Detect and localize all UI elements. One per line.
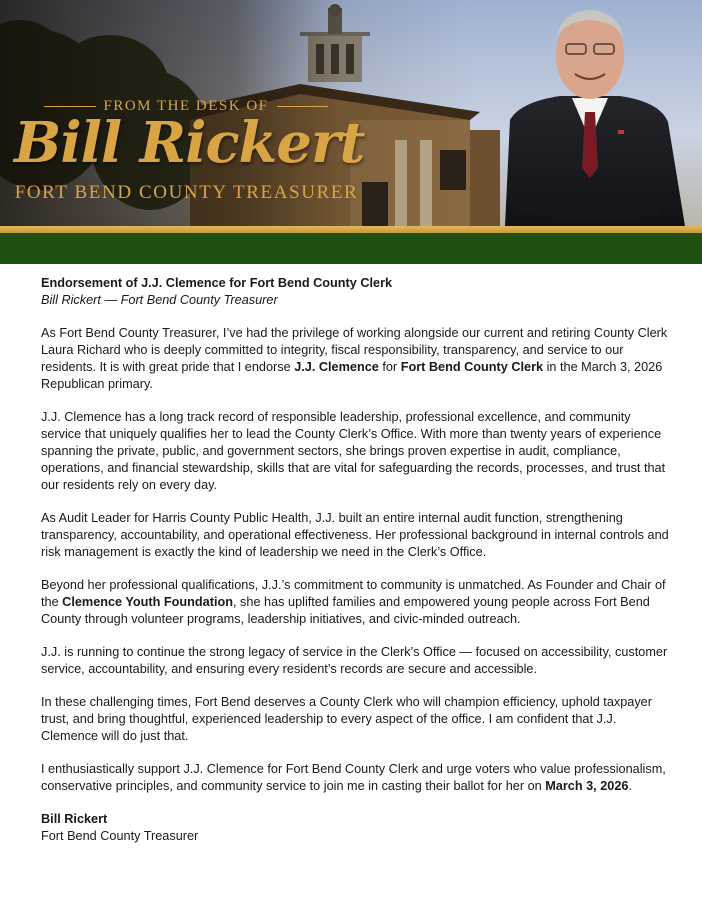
from-desk-text: FROM THE DESK OF — [103, 98, 269, 114]
paragraph-7-text-a: I enthusiastically support J.J. Clemence for Fort Bend County Clerk and urge voters who value professionalism, conservative principles, and community service to join me in casting their ballot for her on — [41, 762, 666, 793]
paragraph-4 — [41, 577, 669, 628]
paragraph-5: J.J. is running to continue the strong legacy of service in the Clerk’s Office — focused on accessibility, customer service, accountability, and ensuring every resident’s records are secure and accessible. — [41, 645, 668, 676]
header-name: Bill Rickert — [14, 110, 365, 176]
paragraph-4-text-c: , she has uplifted families and empowered young people across Fort Bend County through volunteer programs, leadership initiatives, and civic-minded outreach. — [41, 595, 650, 626]
election-date-bold: March 3, 2026 — [545, 779, 629, 793]
paragraph-1-text-a: As Fort Bend County Treasurer, I’ve had the privilege of working alongside our current and retiring County Clerk Laura Richard who is deeply committed to integrity, fiscal responsibility, transparency, and service to our residents. It is with great pride that I endorse — [41, 326, 668, 374]
gold-divider-bar — [0, 226, 702, 233]
right-rule — [277, 106, 329, 108]
signature-name-bold: Bill Rickert — [41, 812, 108, 826]
candidate-name-bold: J.J. Clemence — [294, 360, 379, 374]
paragraph-3: As Audit Leader for Harris County Public Health, J.J. built an entire internal audit function, strengthening transparency, accountability, and operational effectiveness. Her professional background in internal controls and risk management is exactly the kind of leadership we need in the Clerk’s Office. — [41, 511, 669, 559]
header-banner — [0, 0, 702, 226]
paragraph-4-text-a: Beyond her professional qualifications, J.J.’s commitment to community is unmatched. As Founder and Chair of the — [41, 578, 666, 609]
paragraph-1-text-e: in the March 3, 2026 Republican primary. — [41, 360, 663, 391]
letter-body — [41, 275, 669, 845]
green-divider-bar — [0, 233, 702, 264]
letter-byline: Bill Rickert — Fort Bend County Treasurer — [41, 293, 278, 307]
letter-title: Endorsement of J.J. Clemence for Fort Bend County Clerk — [41, 276, 393, 290]
office-name-bold: Fort Bend County Clerk — [400, 360, 544, 374]
left-rule — [44, 106, 96, 108]
signature-title: Fort Bend County Treasurer — [41, 829, 199, 843]
foundation-name-bold: Clemence Youth Foundation — [62, 595, 233, 609]
paragraph-7 — [41, 761, 669, 795]
paragraph-1-text-c: for — [378, 360, 401, 374]
paragraph-7-text-c: . — [628, 779, 632, 793]
paragraph-6: In these challenging times, Fort Bend deserves a County Clerk who will champion efficiency, uphold taxpayer trust, and bring thoughtful, experienced leadership to every aspect of the office. I am confident that J.J. Clemence will do just that. — [41, 695, 652, 743]
paragraph-2: J.J. Clemence has a long track record of responsible leadership, professional excellence, and community service that uniquely qualifies her to lead the County Clerk’s Office. With more than twenty years of experience spanning the private, public, and government sectors, she brings proven expertise in audit, compliance, operations, and financial stewardship, skills that are vital for safeguarding the records, processes, and trust that our residents rely on every day. — [41, 410, 666, 492]
header-office-title: FORT BEND COUNTY TREASURER — [14, 182, 359, 203]
paragraph-1 — [41, 325, 669, 393]
signature-name — [41, 811, 669, 828]
